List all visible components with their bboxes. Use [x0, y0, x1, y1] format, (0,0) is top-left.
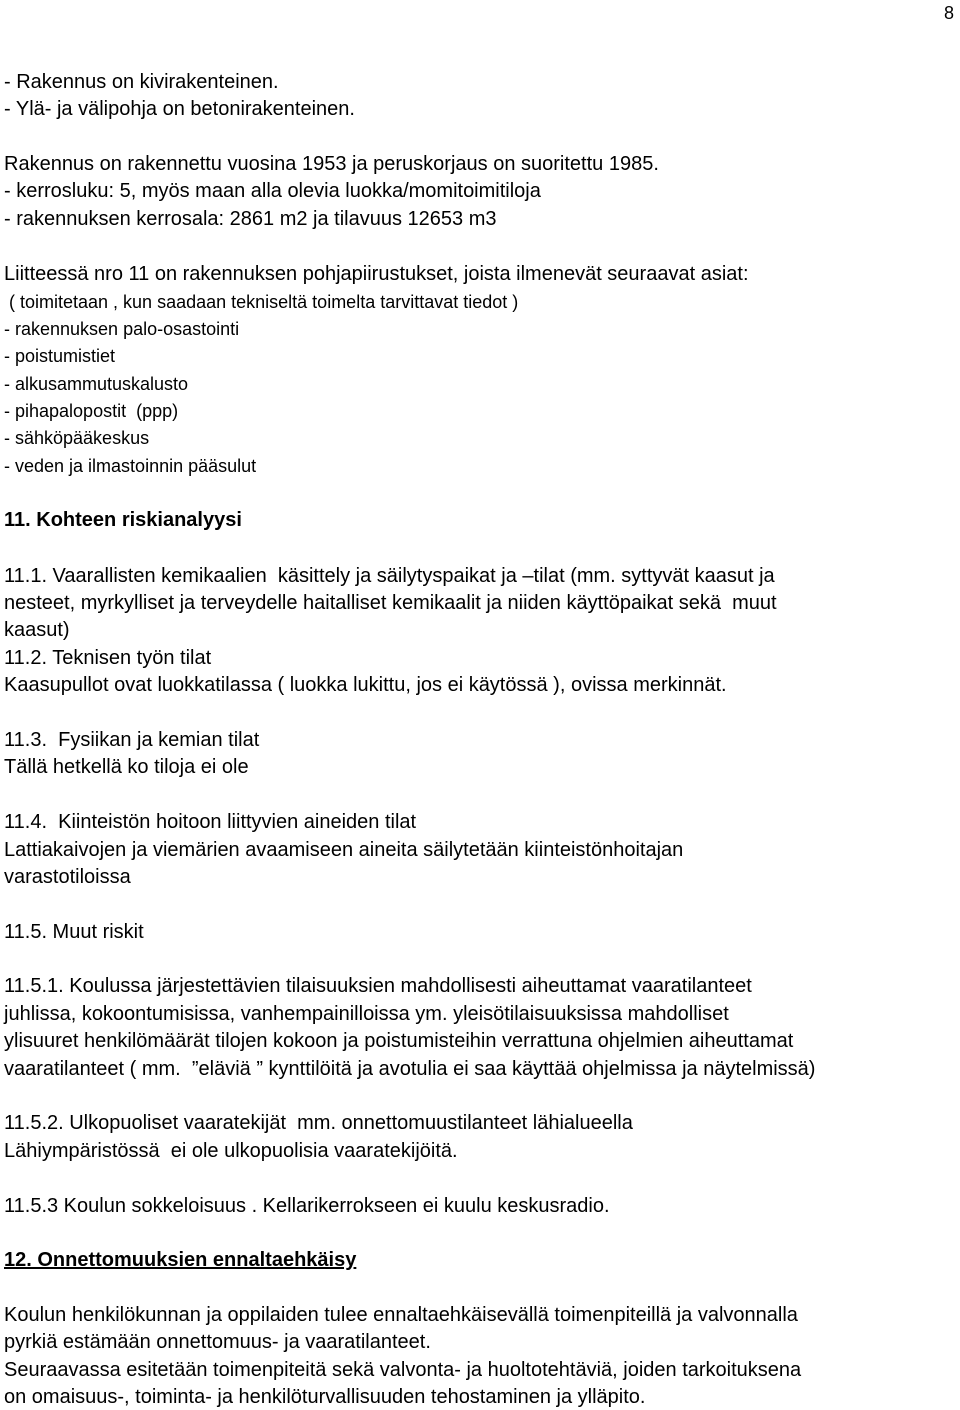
text-line: juhlissa, kokoontumisissa, vanhempainilloissa ym. yleisötilaisuuksissa mahdolliset [4, 1003, 729, 1025]
text-line: Koulun henkilökunnan ja oppilaiden tulee ennaltaehkäisevällä toimenpiteillä ja valvonnalla [4, 1304, 798, 1326]
text-line: ( toimitetaan , kun saadaan tekniseltä toimelta tarvittavat tiedot ) [4, 292, 519, 312]
list-item: - sähköpääkeskus [4, 428, 150, 448]
subsection-heading: 11.5. Muut riskit [4, 921, 144, 943]
subsection-heading: 11.4. Kiinteistön hoitoon liittyvien aineiden tilat [4, 811, 417, 833]
section-heading: 11. Kohteen riskianalyysi [4, 509, 242, 531]
text-line: kaasut) [4, 619, 70, 641]
list-item: - pihapalopostit (ppp) [4, 401, 179, 421]
subsection-heading: 11.1. Vaarallisten kemikaalien käsittely ja säilytyspaikat ja –tilat (mm. syttyvät kaasut ja [4, 565, 775, 587]
text-line: pyrkiä estämään onnettomuus- ja vaaratilanteet. [4, 1331, 431, 1353]
text-line: - rakennuksen kerrosala: 2861 m2 ja tilavuus 12653 m3 [4, 208, 497, 230]
subsection-heading: 11.5.3 Koulun sokkeloisuus . Kellarikerrokseen ei kuulu keskusradio. [4, 1195, 610, 1217]
text-line: Lähiympäristössä ei ole ulkopuolisia vaaratekijöitä. [4, 1140, 458, 1162]
subsection-heading: 11.2. Teknisen työn tilat [4, 647, 212, 669]
text-line: Lattiakaivojen ja viemärien avaamiseen aineita säilytetään kiinteistönhoitajan [4, 839, 684, 861]
text-line: Rakennus on rakennettu vuosina 1953 ja peruskorjaus on suoritettu 1985. [4, 153, 659, 175]
list-item: - alkusammutuskalusto [4, 374, 189, 394]
text-line: Seuraavassa esitetään toimenpiteitä sekä valvonta- ja huoltotehtäviä, joiden tarkoituksena [4, 1359, 802, 1381]
list-item: - veden ja ilmastoinnin pääsulut [4, 456, 257, 476]
list-item: - rakennuksen palo-osastointi [4, 319, 240, 339]
text-line: on omaisuus-, toiminta- ja henkilöturvallisuuden tehostaminen ja ylläpito. [4, 1386, 646, 1408]
section-heading: 12. Onnettomuuksien ennaltaehkäisy [4, 1249, 357, 1271]
subsection-heading: 11.5.2. Ulkopuoliset vaaratekijät mm. onnettomuustilanteet lähialueella [4, 1112, 633, 1134]
text-line: Tällä hetkellä ko tiloja ei ole [4, 756, 249, 778]
text-line: nesteet, myrkylliset ja terveydelle haitalliset kemikaalit ja niiden käyttöpaikat sekä muut [4, 592, 777, 614]
subsection-heading: 11.5.1. Koulussa järjestettävien tilaisuuksien mahdollisesti aiheuttamat vaaratilanteet [4, 975, 752, 997]
page-number: 8 [943, 3, 954, 23]
text-line: Liitteessä nro 11 on rakennuksen pohjapiirustukset, joista ilmenevät seuraavat asiat: [4, 263, 749, 285]
text-line: vaaratilanteet ( mm. ”eläviä ” kynttilöitä ja avotulia ei saa käyttää ohjelmissa ja näytelmissä) [4, 1058, 816, 1080]
text-line: varastotiloissa [4, 866, 131, 888]
text-line: - kerrosluku: 5, myös maan alla olevia luokka/momitoimitiloja [4, 180, 541, 202]
text-line: - Ylä- ja välipohja on betonirakenteinen. [4, 98, 355, 120]
subsection-heading: 11.3. Fysiikan ja kemian tilat [4, 729, 260, 751]
list-item: - poistumistiet [4, 346, 116, 366]
text-line: Kaasupullot ovat luokkatilassa ( luokka lukittu, jos ei käytössä ), ovissa merkinnät. [4, 674, 727, 696]
text-line: - Rakennus on kivirakenteinen. [4, 71, 279, 93]
text-line: ylisuuret henkilömäärät tilojen kokoon ja poistumisteihin verrattuna ohjelmien aiheuttamat [4, 1030, 794, 1052]
